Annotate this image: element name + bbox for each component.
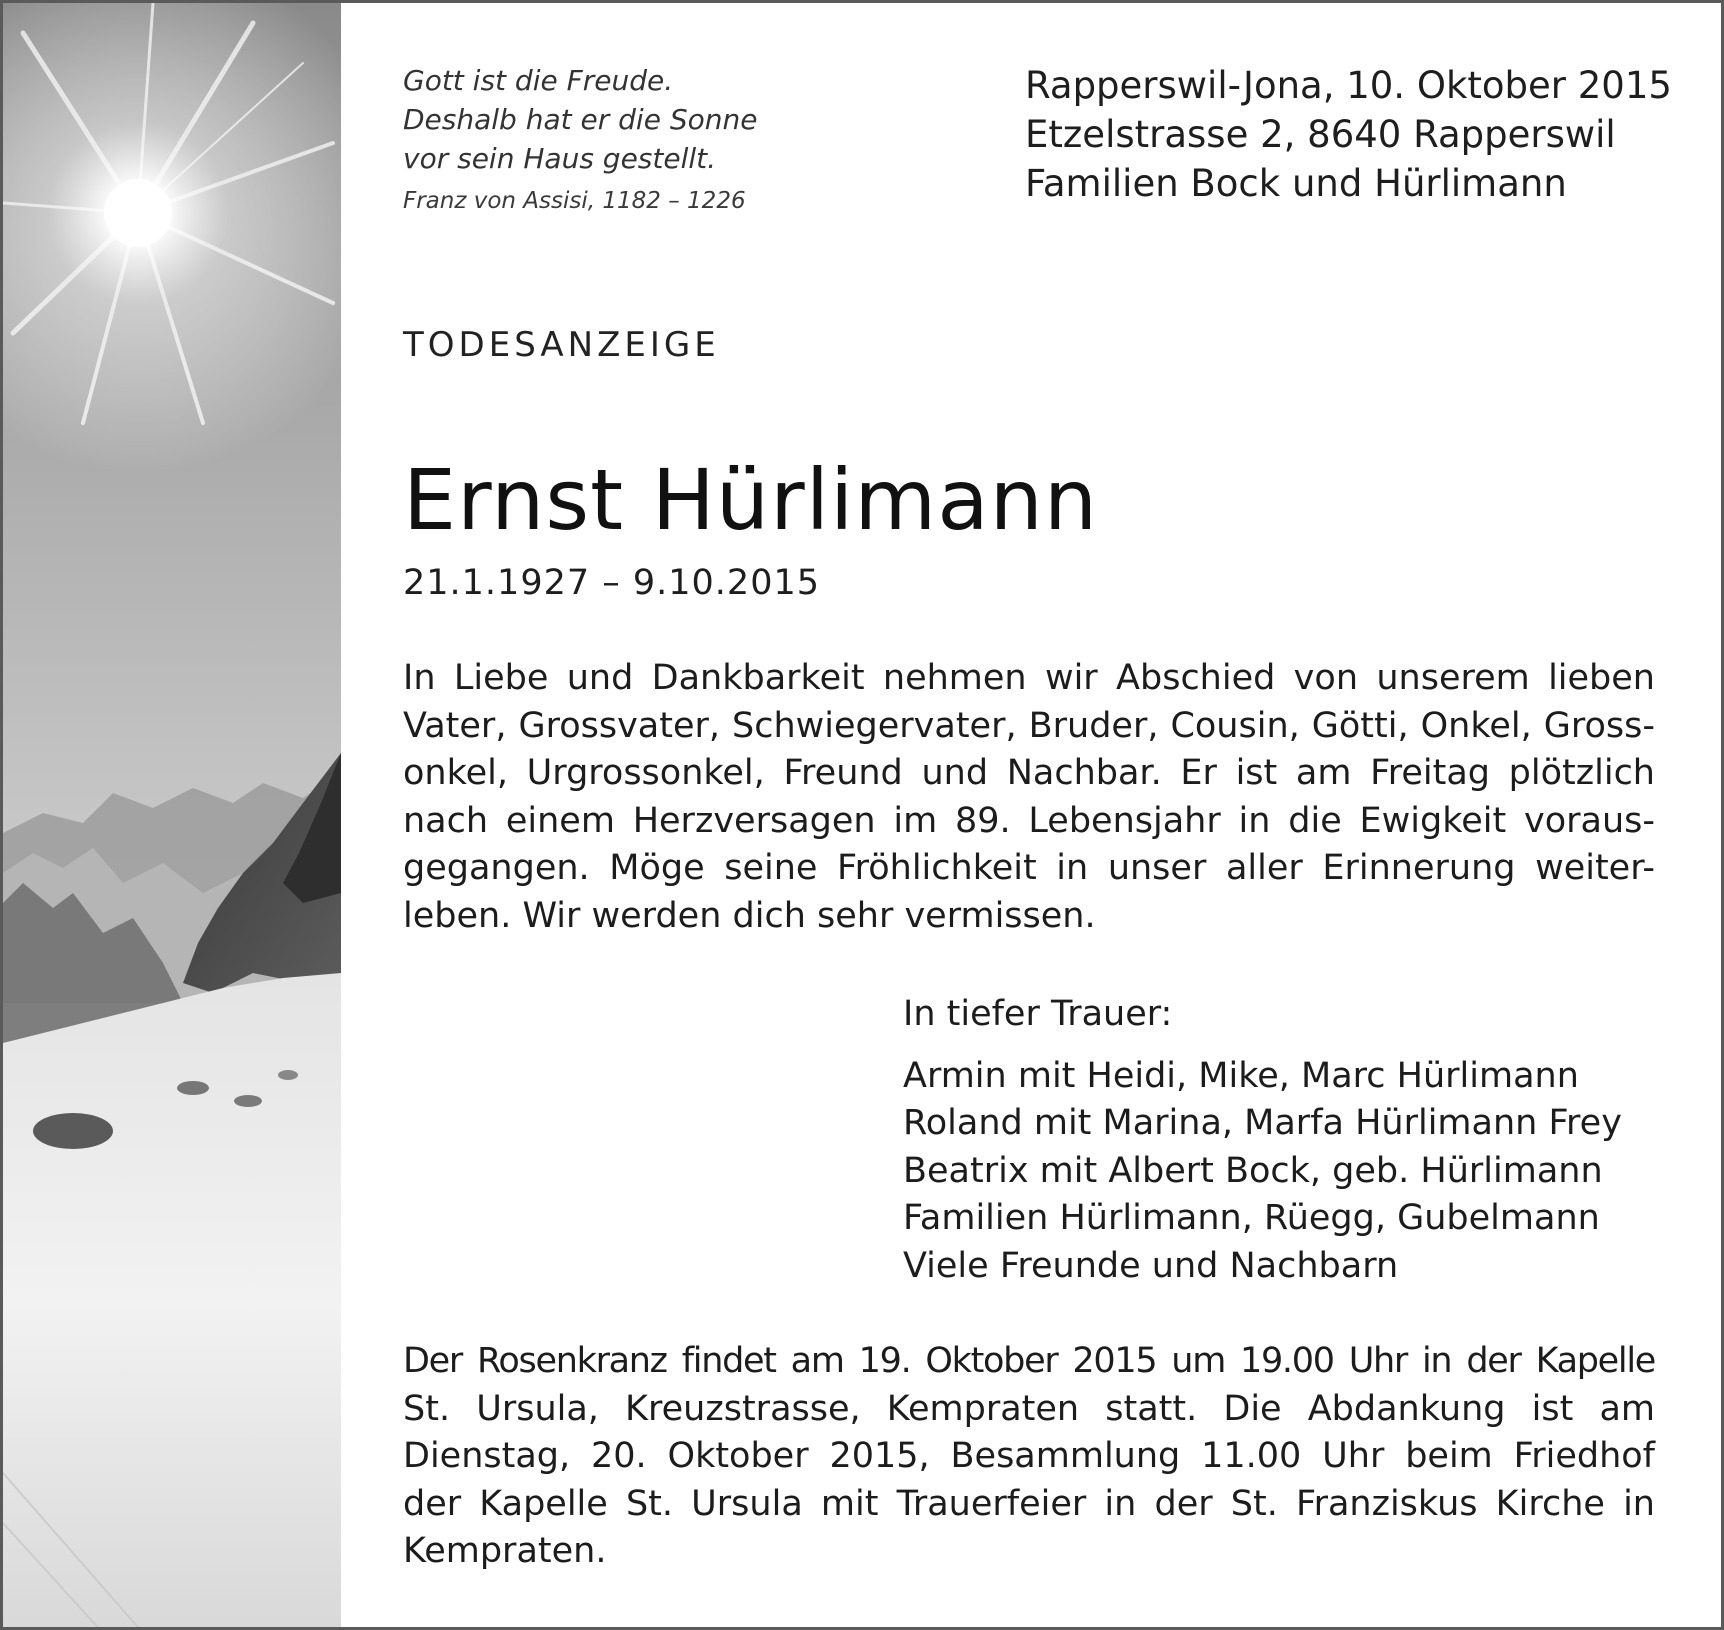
message-line: Vater, Grossvater, Schwiegervater, Bruder, Cousin, Götti, Onkel, Gross- — [403, 705, 1655, 746]
mourner-line: Beatrix mit Albert Bock, geb. Hürlimann — [903, 1150, 1603, 1191]
notice-label: TODESANZEIGE — [403, 325, 720, 365]
address: Etzelstrasse 2, 8640 Rapperswil — [1025, 113, 1616, 156]
quote-block — [403, 61, 883, 221]
service-line: Der Rosenkranz findet am 19. Oktober 2015 um 19.00 Uhr in der Kapelle — [403, 1341, 1655, 1381]
mourners-heading: In tiefer Trauer: — [903, 994, 1173, 1034]
families: Familien Bock und Hürlimann — [1025, 162, 1567, 205]
message-line: In Liebe und Dankbarkeit nehmen wir Abschied von unserem lieben — [403, 658, 1655, 698]
message-line: onkel, Urgrossonkel, Freund und Nachbar. Er ist am Freitag plötzlich — [403, 753, 1655, 793]
quote-line: Gott ist die Freude. — [403, 64, 674, 97]
sun-mountain-illustration — [3, 3, 341, 1630]
header-info — [1025, 61, 1672, 208]
sun-mountain-photo — [3, 3, 341, 1630]
life-dates: 21.1.1927 – 9.10.2015 — [403, 563, 821, 603]
message-line: leben. Wir werden dich sehr vermissen. — [403, 895, 1096, 936]
deceased-name: Ernst Hürlimann — [403, 451, 1099, 549]
message-line: nach einem Herzversagen im 89. Lebensjahr in die Ewigkeit voraus- — [403, 800, 1655, 841]
service-paragraph — [403, 1338, 1655, 1576]
mourner-line: Viele Freunde und Nachbarn — [903, 1245, 1399, 1286]
notice-content — [403, 3, 1672, 1630]
message-paragraph — [403, 655, 1655, 940]
message-line: gegangen. Möge seine Fröhlichkeit in unser aller Erinnerung weiter- — [403, 848, 1655, 888]
service-line: Kempraten. — [403, 1531, 607, 1571]
service-line: der Kapelle St. Ursula mit Trauerfeier in der St. Franziskus Kirche in — [403, 1483, 1655, 1524]
mourner-line: Roland mit Marina, Marfa Hürlimann Frey — [903, 1103, 1622, 1143]
quote-line: Deshalb hat er die Sonne — [403, 103, 758, 136]
quote-source: Franz von Assisi, 1182 – 1226 — [403, 188, 746, 214]
service-line: Dienstag, 20. Oktober 2015, Besammlung 11.00 Uhr beim Friedhof — [403, 1436, 1655, 1476]
mourners-block — [903, 991, 1663, 1290]
quote-line: vor sein Haus gestellt. — [403, 142, 717, 175]
mourner-line: Armin mit Heidi, Mike, Marc Hürlimann — [903, 1055, 1579, 1096]
service-line: St. Ursula, Kreuzstrasse, Kempraten statt. Die Abdankung ist am — [403, 1388, 1655, 1429]
place-date: Rapperswil-Jona, 10. Oktober 2015 — [1025, 64, 1672, 107]
mourner-line: Familien Hürlimann, Rüegg, Gubelmann — [903, 1198, 1600, 1238]
